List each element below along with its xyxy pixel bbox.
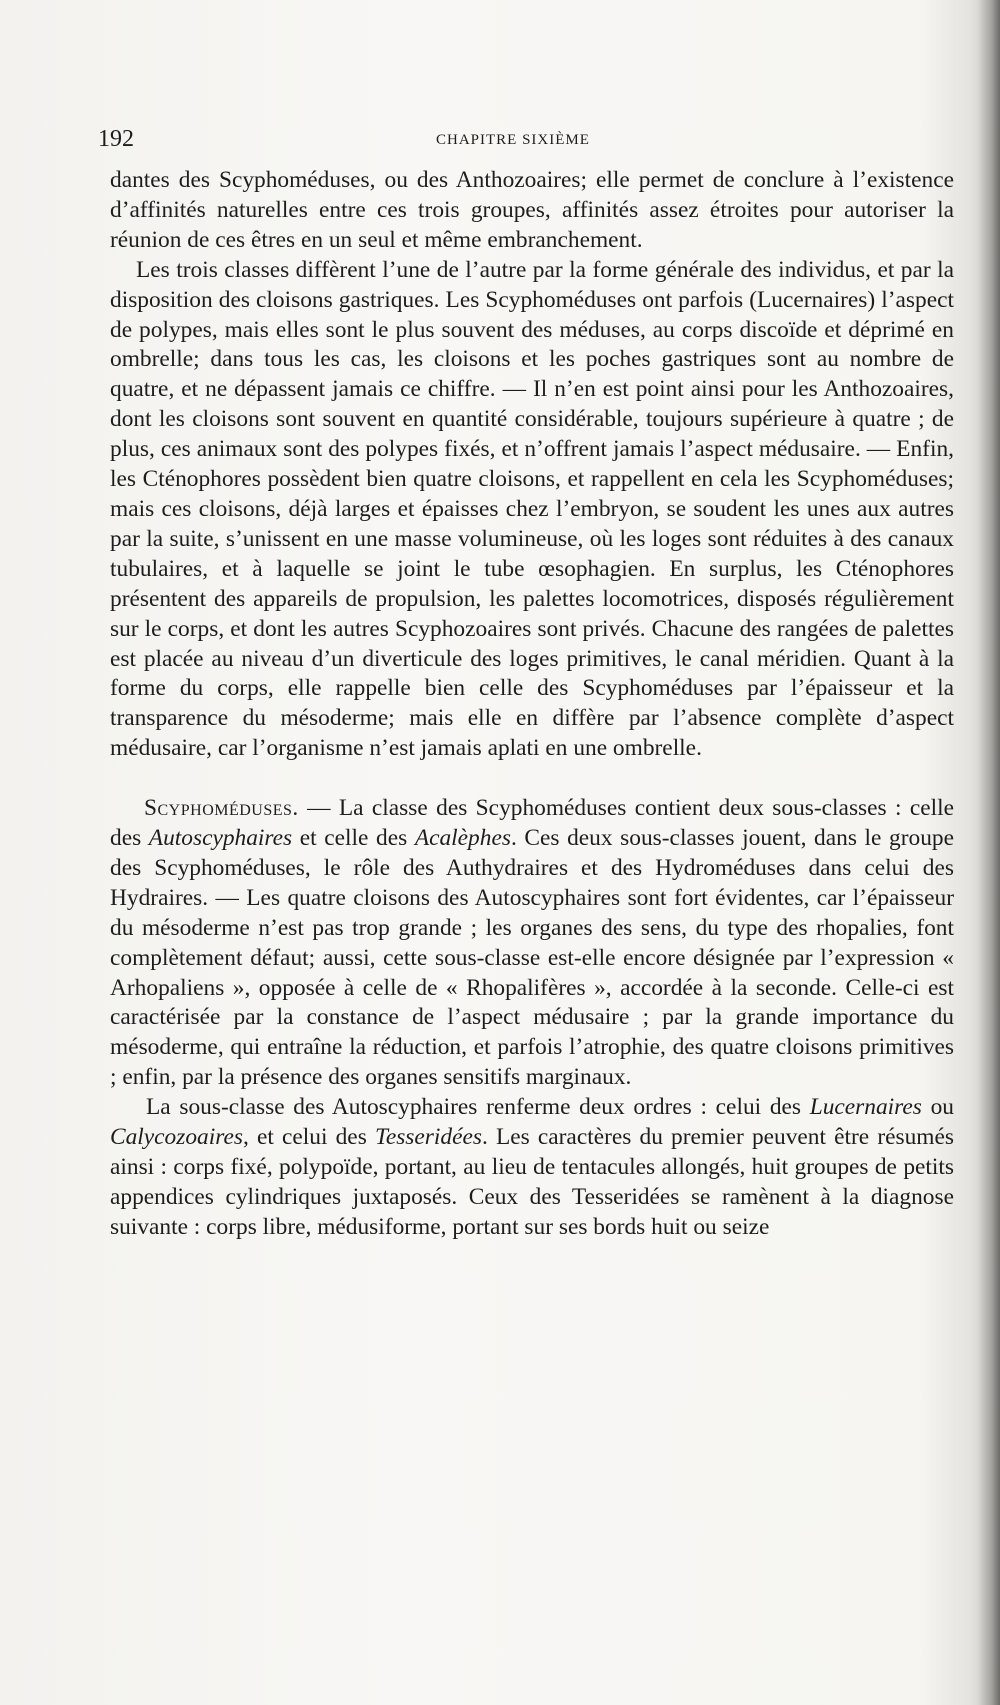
page-gutter-shadow [978, 0, 1000, 1705]
body-text [110, 166, 954, 1243]
text-run: , et celui des [242, 1124, 375, 1151]
paragraph-continuation: dantes des Scyphoméduses, ou des Anthozoaires; elle permet de conclure à l’existence d’affinités naturelles entre ces trois groupes, affinités assez étroites pour autoriser la réunion de ces êtres en un seul et même embranchement. [110, 167, 954, 253]
text-run: . Les caractères du premier peuvent être résumés ainsi : corps fixé, polypoïde, portant, au lieu de tentacules allongés, huit groupes de petits appendices cylindriques juxtaposés. Ceux des Tesseridées se ramènent à la diagnose suivante : corps libre, médusiforme, portant sur ses bords huit ou seize [110, 1124, 954, 1240]
text-run: ou [921, 1094, 954, 1121]
page-header [98, 124, 954, 160]
text-run: La sous-classe des Autoscyphaires renferme deux ordres : celui des [146, 1094, 810, 1121]
italic-term: Autoscyphaires [148, 825, 293, 852]
italic-term: Lucernaires [809, 1094, 922, 1121]
text-run: . Ces deux sous-classes jouent, dans le groupe des Scyphoméduses, le rôle des Authydraires et des Hydroméduses dans celui des Hydraires. — Les quatre cloisons des Autoscyphaires sont fort évidentes, car l’épaisseur du mésoderme n’est pas trop grande ; les organes des sens, du type des rhopalies, font complètement défaut; aussi, cette sous-classe est-elle encore désignée par l’expression « Arhopaliens », opposée à celle de « Rhopalifères », accordée à la seconde. Celle-ci est caractérisée par la constance de l’aspect médusaire ; par la grande importance du mésoderme, qui entraîne la réduction, et parfois l’atrophie, des quatre cloisons primitives ; enfin, par la présence des organes sensitifs marginaux. [110, 825, 954, 1091]
section-heading: Scyphoméduses. [144, 795, 299, 822]
italic-term: Calycozoaires [110, 1124, 243, 1151]
text-run: et celle des [292, 825, 415, 852]
page-number: 192 [98, 126, 134, 152]
running-head: CHAPITRE SIXIÈME [436, 132, 590, 148]
paragraph-scyphomeduses [110, 794, 954, 1093]
paragraph-classes: Les trois classes diffèrent l’une de l’autre par la forme générale des individus, et par la disposition des cloisons gastriques. Les Scyphoméduses ont parfois (Lucernaires) l’aspect de polypes, mais elles sont le plus souvent des méduses, au corps discoïde et déprimé en ombrelle; dans tous les cas, les cloisons et les poches gastriques sont au nombre de quatre, et ne dépassent jamais ce chiffre. — Il n’en est point ainsi pour les Anthozoaires, dont les cloisons sont souvent en quantité considérable, toujours supérieure à quatre ; de plus, ces animaux sont des polypes fixés, et n’offrent jamais l’aspect médusaire. — Enfin, les Cténophores possèdent bien quatre cloisons, et rappellent en cela les Scyphoméduses; mais ces cloisons, déjà larges et épaisses chez l’embryon, se soudent les unes aux autres par la suite, s’unissent en une masse volumineuse, où les loges sont réduites à des canaux tubulaires, et à laquelle se joint le tube œsophagien. En surplus, les Cténophores présentent des appareils de propulsion, les palettes locomotrices, disposés régulièrement sur le corps, et dont les autres Scyphozoaires sont privés. Chacune des rangées de palettes est placée au niveau d’un diverticule des loges primitives, le canal méridien. Quant à la forme du corps, elle rappelle bien celle des Scyphoméduses par l’épaisseur et la transparence du mésoderme; mais elle en diffère par l’absence complète d’aspect médusaire, car l’organisme n’est jamais aplati en une ombrelle. [110, 256, 954, 762]
italic-term: Tesseridées [374, 1124, 482, 1151]
paragraph-autoscyphaires [110, 1093, 954, 1243]
text-run: — La classe des Scyphoméduses contient deux sous-classes : celle des [110, 795, 954, 852]
italic-term: Acalèphes [414, 825, 511, 852]
